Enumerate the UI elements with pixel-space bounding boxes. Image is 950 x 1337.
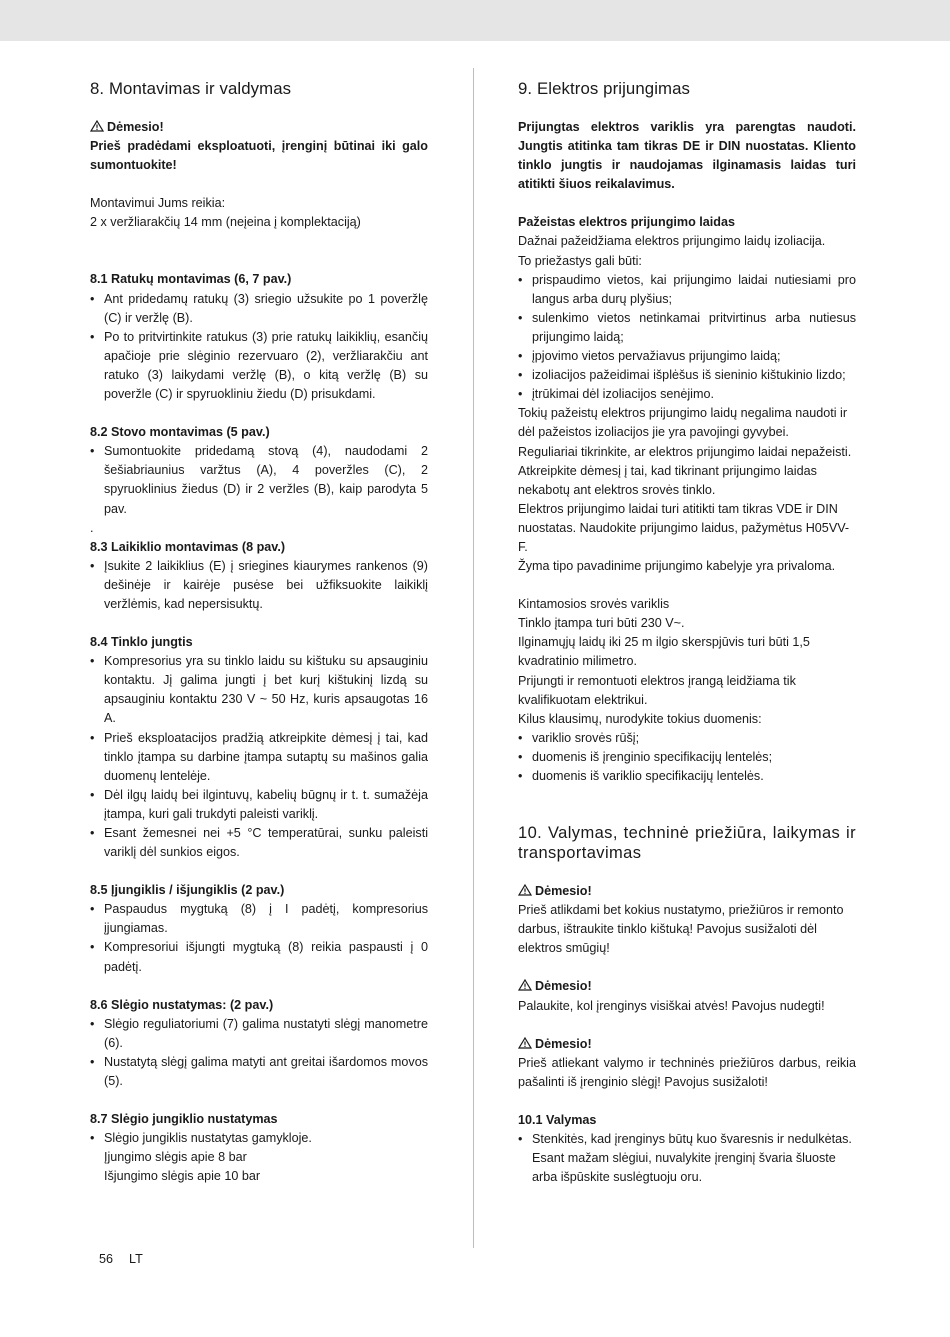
list-item: • sulenkimo vietos netinkamai pritvirtinus arba nutiesus prijungimo laidą; [518,309,856,347]
list-item: • Ant pridedamų ratukų (3) sriegio užsukite po 1 poveržlę (C) ir veržlę (B). [90,290,428,328]
list-item [90,1129,428,1186]
section-heading: 10.1 Valymas [518,1112,597,1127]
section-heading: 8.2 Stovo montavimas (5 pav.) [90,425,270,440]
list-item: • Nustatytą slėgį galima matyti ant greitai išardomos movos (5). [90,1053,428,1091]
section-heading: 8.5 Įjungiklis / išjungiklis (2 pav.) [90,883,285,898]
warning-text: Prieš atlikdami bet kokius nustatymo, priežiūros ir remonto darbus, ištraukite tinklo kištuką! Pavojus susižaloti dėl elektros smūgių! [518,903,844,956]
warning-label: Dėmesio! [107,120,164,134]
bullet-list [90,1129,428,1186]
paragraph: Reguliariai tikrinkite, ar elektros prijungimo laidai nepažeisti. Atkreipkite dėmesį į tai, kad tikrinant prijungimo laidas nekabotų ant elektros srovės tinklo. [518,444,852,497]
list-item: • Stenkitės, kad įrenginys būtų kuo švaresnis ir nedulkėtas. Esant mažam slėgiui, nuvalykite įrenginį švaria šluoste arba išpūskite suslėgtuoju oru. [518,1130,856,1187]
list-item: • įtrūkimai dėl izoliacijos senėjimo. [518,385,856,404]
page-number: 56 [99,1252,114,1266]
bullet-list [518,729,856,786]
intro-text: Prijungtas elektros variklis yra parengtas naudoti. Jungtis atitinka tam tikras DE ir DIN nuostatas. Kliento tinklo jungtis ir naudojamas ilginamasis laidas turi atitikti šiuos reikalavimus. [518,120,856,192]
list-item: • izoliacijos pažeidimai išplėšus iš sieninio kištukinio lizdo; [518,366,856,385]
warning-text: Prieš pradėdami eksploatuoti, įrenginį būtinai iki galo sumontuokite! [90,139,428,173]
paragraph: Elektros prijungimo laidai turi atitikti tam tikras VDE ir DIN nuostatas. Naudokite prijungimo laidus, pažymėtus H05VV-F. [518,501,850,554]
warning-label: Dėmesio! [535,884,592,899]
paragraph: Tinklo įtampa turi būti 230 V~. [518,616,685,631]
warning-triangle-icon [518,884,532,896]
section-heading: Pažeistas elektros prijungimo laidas [518,215,735,230]
warning-triangle-icon [90,120,104,132]
section-8-title: 8. Montavimas ir valdymas [90,79,292,98]
bullet-list [90,290,428,405]
list-item: • Esant žemesnei nei +5 °C temperatūrai, sunku paleisti variklį dėl sunkios eigos. [90,824,428,862]
warning-text: Prieš atliekant valymo ir techninės priežiūros darbus, reikia pašalinti iš įrenginio slėgį! Pavojus susižaloti! [518,1055,856,1089]
paragraph: Tokių pažeistų elektros prijungimo laidų negalima naudoti ir dėl pažeistos izoliacijos jie yra pavojingi gyvybei. [518,406,848,440]
bullet-list [90,1015,428,1091]
bullet-list [90,557,428,614]
list-item: • Sumontuokite pridedamą stovą (4), naudodami 2 šešiabriaunius varžtus (A), 4 poveržles (C), 2 spyruoklinius žiedus (D) ir 2 veržles (B), kaip parodyta 5 pav. [90,442,428,518]
warning-triangle-icon [518,979,532,991]
list-item-line: Išjungimo slėgis apie 10 bar [104,1169,261,1184]
right-column [518,78,856,1187]
warning-block [90,118,428,137]
section-heading: 8.7 Slėgio jungiklio nustatymas [90,1112,278,1127]
needs-item: 2 x veržliarakčių 14 mm (neįeina į komplektaciją) [90,215,361,230]
left-column [90,78,428,1187]
list-item: • prispaudimo vietos, kai prijungimo laidai nutiesiami pro langus arba durų plyšius; [518,271,856,309]
top-gray-band [0,0,950,41]
bullet-list [90,652,428,862]
list-item: • Prieš eksploatacijos pradžią atkreipkite dėmesį į tai, kad tinklo įtampa su darbine įtampa sutaptų su mašinos galia duomenų lentelėje. [90,729,428,786]
section-10-title: 10. Valymas, techninė priežiūra, laikymas ir transportavimas [518,824,856,862]
paragraph: To priežastys gali būti: [518,253,642,268]
paragraph: Kilus klausimų, nurodykite tokius duomenis: [518,711,762,726]
list-item: • Po to pritvirtinkite ratukus (3) prie ratukų laikiklių, esančių apačioje prie slėginio rezervuaro (2), veržliarakčiu ant ratuko (3) laikydami veržlę (B), o kitą veržlę (B) su poveržle (C) ir spyruokliniu žiedu (D) prisukdami. [90,328,428,404]
list-item: • duomenis iš variklio specifikacijų lentelės. [518,767,856,786]
list-item: • Slėgio reguliatoriumi (7) galima nustatyti slėgį manometre (6). [90,1015,428,1053]
paragraph: Kintamosios srovės variklis [518,597,670,612]
bullet-list [90,442,428,518]
warning-text: Palaukite, kol įrenginys visiškai atvės! Pavojus nudegti! [518,998,825,1013]
list-item: • Kompresoriui išjungti mygtuką (8) reikia paspausti į 0 padėtį. [90,938,428,976]
paragraph: Prijungti ir remontuoti elektros įrangą leidžiama tik kvalifikuotam elektrikui. [518,673,796,707]
list-item: • Įsukite 2 laikiklius (E) į sriegines kiaurymes rankenos (9) dešinėje ir kairėje pusėse bei užfiksuokite laikiklį veržlėmis, kad nepersisuktų. [90,557,428,614]
section-heading: 8.3 Laikiklio montavimas (8 pav.) [90,539,286,554]
list-item: • Dėl ilgų laidų bei ilgintuvų, kabelių būgnų ir t. t. sumažėja įtampa, kuri gali trukdyti paleisti variklį. [90,786,428,824]
section-heading: 8.1 Ratukų montavimas (6, 7 pav.) [90,272,292,287]
list-item-text: Slėgio jungiklis nustatytas gamykloje. [104,1131,312,1146]
warning-block [518,882,856,901]
warning-block [518,1035,856,1054]
paragraph: Dažnai pažeidžiama elektros prijungimo laidų izoliacija. [518,234,826,249]
warning-label: Dėmesio! [535,1036,592,1051]
paragraph: Žyma tipo pavadinime prijungimo kabelyje yra privaloma. [518,559,836,574]
column-divider [473,68,474,1248]
paragraph: Ilginamųjų laidų iki 25 m ilgio skerspjūvis turi būti 1,5 kvadratinio milimetro. [518,635,810,669]
list-item: • įpjovimo vietos pervažiavus prijungimo laidą; [518,347,856,366]
needs-label: Montavimui Jums reikia: [90,196,226,211]
page-footer [99,1251,143,1267]
language-code: LT [129,1252,143,1266]
list-item: • Kompresorius yra su tinklo laidu su kištuku su apsauginiu kontaktu. Jį galima jungti į bet kurį kištukinį lizdą su apsauginiu kontaktu 230 V ~ 50 Hz, kuris apsaugotas 16 A. [90,652,428,728]
warning-label: Dėmesio! [535,979,592,994]
list-item: • Paspaudus mygtuką (8) į I padėtį, kompresorius įjungiamas. [90,900,428,938]
section-9-title: 9. Elektros prijungimas [518,79,691,98]
list-item: • variklio srovės rūšį; [518,729,856,748]
bullet-list [518,271,856,405]
list-item-line: Įjungimo slėgis apie 8 bar [104,1150,247,1165]
bullet-list [90,900,428,976]
list-item: • duomenis iš įrenginio specifikacijų lentelės; [518,748,856,767]
section-heading: 8.4 Tinklo jungtis [90,635,193,650]
bullet-list [518,1130,856,1187]
stray-dot: . [90,520,94,535]
warning-block [518,977,856,996]
warning-triangle-icon [518,1037,532,1049]
section-heading: 8.6 Slėgio nustatymas: (2 pav.) [90,997,274,1012]
